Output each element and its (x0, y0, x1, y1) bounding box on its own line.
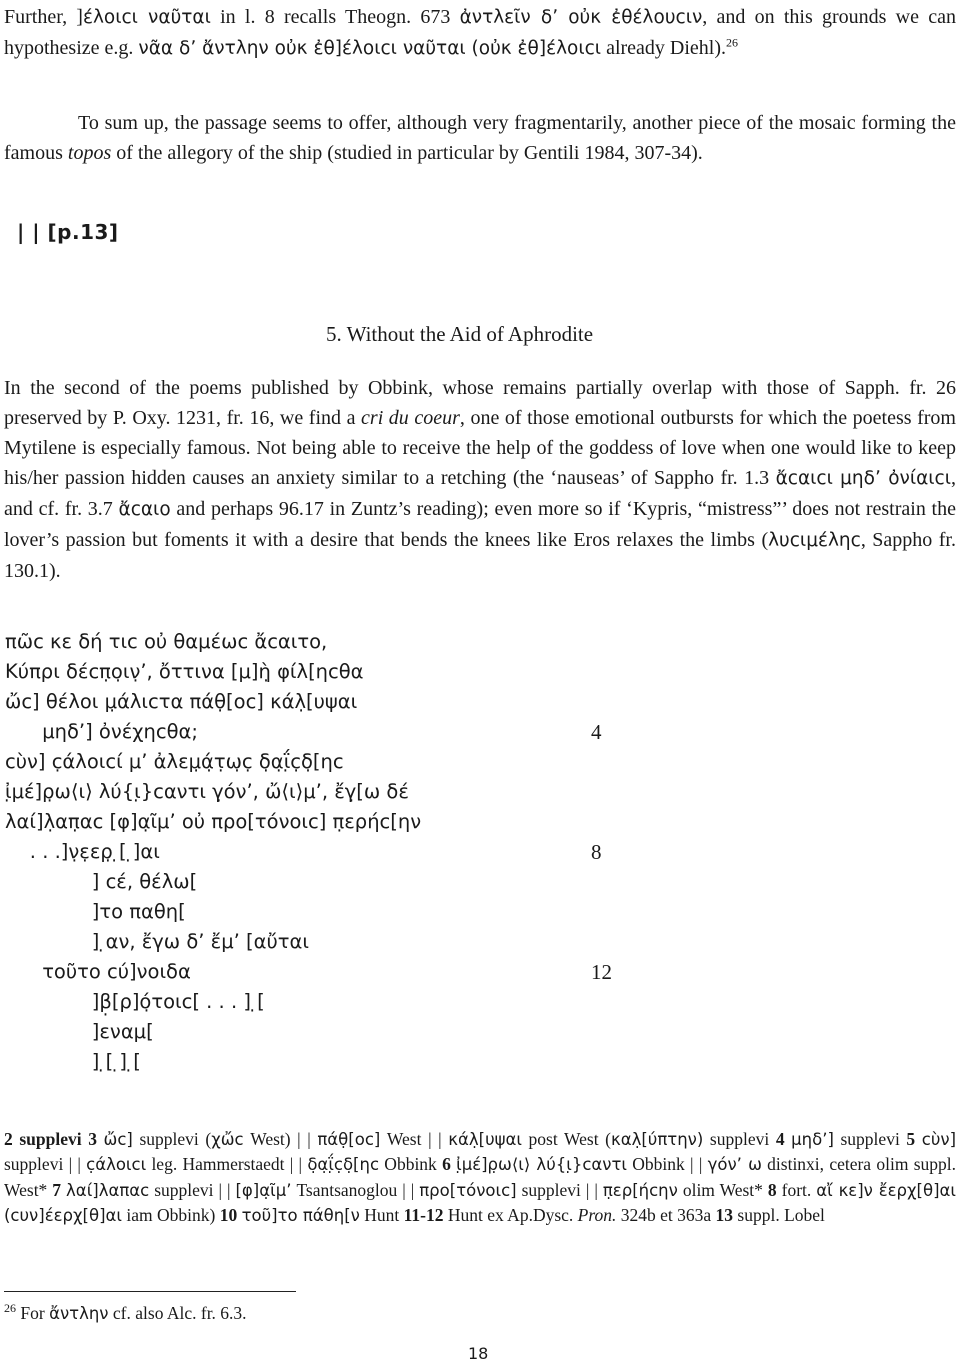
apparatus-line-ref: 4 (775, 1129, 792, 1149)
apparatus-italic: Pron. (577, 1204, 617, 1225)
poem-line-text: τοῦτο ϲύ]νοιδα (5, 960, 191, 983)
footnote-reference[interactable]: 26 (726, 35, 739, 50)
apparatus-greek: προ[τόνοιϲ] (419, 1180, 517, 1200)
apparatus-greek: ὤϲ] (103, 1130, 133, 1149)
apparatus-text: iam Obbink) (121, 1204, 220, 1225)
apparatus-line-ref: 13 (715, 1204, 734, 1225)
section-heading: 5. Without the Aid of Aphrodite (326, 322, 594, 346)
apparatus-line-ref: 7 (52, 1179, 67, 1200)
text-run: Further, ] (4, 6, 83, 28)
apparatus-text: supplevi (703, 1129, 776, 1149)
body-paragraph (4, 373, 956, 586)
poem-line (5, 630, 327, 660)
apparatus-greek: κάλ̣[υψαι (448, 1130, 522, 1149)
poem-line-text: ] ̣αν, ἔγω δʼ ἔμʼ [αὔται (5, 930, 309, 953)
footnote (4, 1303, 247, 1324)
page-number: 18 (468, 1344, 489, 1363)
apparatus-text: supplevi ( (132, 1129, 212, 1149)
apparatus-text: supplevi | | (516, 1179, 603, 1200)
intro-paragraph-1 (4, 2, 956, 64)
page-marker: | | [p.13] (17, 220, 119, 244)
apparatus-text: suppl. Lobel (733, 1204, 825, 1225)
text-run: In the second of the poems published by Obbink, whose remains partially overlap with those of Sapph. fr. 26 preserved by P. Oxy. 1231, fr. 16, we find a (4, 377, 956, 429)
poem-line-number: 8 (591, 840, 602, 864)
apparatus-greek: λαί]λαπαϲ (66, 1180, 150, 1200)
poem-line-text: . . .]ν̣ε̣ερ̣ ̣[ ̣]αι (5, 840, 160, 863)
poem-line (5, 690, 357, 720)
apparatus-greek: γόν’ ω (707, 1155, 762, 1175)
poem-line (5, 780, 409, 810)
apparatus-greek: πάθ̣[οϲ] (317, 1130, 381, 1149)
apparatus-text: Obbink | | (627, 1154, 708, 1175)
apparatus-greek: τοῦ]το πάθη[ν (241, 1205, 360, 1225)
apparatus-greek: δ̣α̣ΐ̣ϲ̣δ̣[ηϲ (307, 1155, 380, 1175)
poem-line-text: ὤϲ] θέλοι μ̣άλιϲτα πάθ̣[οϲ] κάλ̣[υψαι (5, 690, 358, 713)
text-run: To sum up, the passage seems to offer, although very fragmentarily, another piece of the mosaic forming the famous (4, 112, 956, 164)
text-run: , one of those emotional outbursts for which the poetess from Mytilene is especially famous. Not being able to receive the help of the goddess of love when one would like to keep his/her passion hidden causes an anxiety similar to a retching (the ‘nauseas’ of Sappho fr. 1.3 (4, 407, 956, 489)
apparatus-greek: ϲ̣άλοιϲι (86, 1155, 147, 1175)
poem-line-text: Κύπρι δέϲπ̣ο̣ιν̣ʼ, ὄττινα [μ]ὴ̣ φίλ[ηϲθα (5, 660, 364, 683)
footnote-greek: ἄντλην (49, 1304, 109, 1323)
text-run: in l. 8 recalls Theogn. 673 (210, 6, 460, 28)
apparatus-text: olim West* (677, 1179, 768, 1200)
poem-line-text: ] ϲέ, θέλω[ (5, 870, 198, 893)
poem-line-text: ]εναμ[ (5, 1020, 154, 1043)
text-run: , and cf. fr. 3.7 (4, 467, 956, 520)
apparatus-line-ref: 6 (442, 1154, 457, 1175)
poem-line (5, 990, 265, 1020)
critical-apparatus (4, 1127, 956, 1228)
poem-line (5, 1020, 154, 1050)
greek-quote: νᾶα δʼ ἄντλην οὐκ ἐθ]έλοιϲι ναῦται (οὐκ ἐθ]έλοιϲι (138, 38, 602, 59)
poem-line (5, 900, 186, 930)
poem-line (5, 960, 191, 990)
greek-quote: λυϲιμέληϲ (768, 530, 861, 551)
poem-line-text: ]το παθη[ (5, 900, 186, 923)
greek-quote: έλοιϲι ναῦται (82, 7, 211, 28)
apparatus-text: West | | (380, 1129, 449, 1149)
apparatus-text: leg. Hammerstaedt | | (146, 1154, 308, 1175)
apparatus-greek: π̣ερ[ήϲην (602, 1180, 678, 1200)
italic-phrase: cri du coeur (361, 407, 460, 429)
text-run: of the allegory of the ship (studied in particular by Gentili 1984, 307-34). (111, 142, 703, 164)
poem-line (5, 810, 421, 840)
footnote-text: cf. also Alc. fr. 6.3. (108, 1303, 247, 1323)
footnote-text: For (16, 1303, 50, 1323)
text-run: and perhaps 96.17 in Zuntz’s reading); even more so if ‘Kypris, “mistress”’ does not restrain the lover’s passion but foments it with a desire that bends the knees like Eros relaxes the limbs ( (4, 498, 956, 551)
apparatus-greek: ἰ̣μέ]ρ̣ω⟨ι⟩ λύ{ι̣}ϲαντι (456, 1155, 628, 1175)
apparatus-greek: μηδʼ] (791, 1130, 834, 1149)
poem-line-text: μηδʼ] ὀνέχηϲθα; (5, 720, 198, 743)
poem-line (5, 720, 198, 750)
apparatus-text: 324b et 363a (616, 1204, 716, 1225)
footnote-number: 26 (4, 1301, 16, 1316)
poem-line (5, 870, 197, 900)
apparatus-text: supplevi | | (149, 1179, 236, 1200)
apparatus-line-ref: 10 (219, 1204, 242, 1225)
apparatus-text: post West ( (521, 1129, 611, 1149)
apparatus-text: Tsantsanoglou | | (291, 1179, 420, 1200)
apparatus-line-ref: 5 (906, 1129, 922, 1149)
poem-line (5, 1050, 141, 1080)
poem-line (5, 840, 160, 870)
apparatus-text: Hunt (359, 1204, 404, 1225)
apparatus-line-ref: 3 (88, 1129, 104, 1149)
apparatus-line-ref: 11-12 (403, 1204, 444, 1225)
footnote-divider (4, 1291, 296, 1292)
intro-paragraph-2 (4, 108, 956, 168)
poem-line-number: 12 (591, 960, 612, 984)
apparatus-text: West) | | (243, 1129, 318, 1149)
apparatus-text: 2 supplevi (4, 1129, 89, 1149)
apparatus-text: fort. (776, 1179, 817, 1200)
apparatus-text: Hunt ex Ap.Dysc. (443, 1204, 578, 1225)
text-run: , and on this grounds we can hypothesize e.g. (4, 6, 956, 59)
apparatus-greek: καλ̣[ύπτην) (610, 1130, 704, 1149)
poem-line-text: ]β̣[ρ]ό̣τοιϲ[ . . . ] ̣[ (5, 990, 265, 1013)
apparatus-text: distinxi, cetera olim suppl. West* (4, 1154, 956, 1200)
poem-line (5, 930, 309, 960)
apparatus-greek: αἴ κε]ν ἔερχ[θ]αι (ϲυν]έερχ[θ]αι (4, 1180, 956, 1225)
apparatus-text: supplevi | | (4, 1154, 87, 1175)
text-run: already Diehl). (601, 37, 727, 59)
apparatus-greek: ϲὺν] (921, 1130, 957, 1149)
poem-line-text: λαί]λ̣απ̣αϲ [φ]α̣ῖμ’ οὐ προ[τόνοιϲ] π̣ερήϲ[ην (5, 810, 422, 833)
apparatus-greek: [φ]α̣ῖμ’ (235, 1180, 292, 1200)
poem-line (5, 660, 364, 690)
poem-line-number: 4 (591, 720, 602, 744)
poem-line (5, 750, 344, 780)
apparatus-text: supplevi (833, 1129, 907, 1149)
text-run: , Sappho fr. 130.1). (4, 529, 956, 582)
poem-line-text: πῶϲ κε δή τιϲ οὐ θαμέωϲ ἄϲαιτο, (5, 630, 328, 653)
apparatus-greek: χὤϲ (211, 1130, 244, 1149)
apparatus-text: Obbink (379, 1154, 443, 1175)
greek-quote: ἄϲαιϲι μηδʼ ὀνίαιϲι (775, 468, 951, 489)
apparatus-line-ref: 8 (767, 1179, 777, 1200)
poem-line-text: ϲὺν] ϲ̣άλοιϲί μʼ ἀλεμ̣ά̣τ̣ω̣ϲ̣ δ̣α̣ΐ̣ϲ̣δ̣[ηϲ (5, 750, 344, 773)
poem-line-text: ] ̣[ ̣] ̣[ (5, 1050, 141, 1073)
poem-line-text: ἰ̣μέ]ρ̣ω⟨ι⟩ λύ{ι̣}ϲαντι γ̣όν’, ὤ⟨ι⟩μ’, ἔγ̣[ω δέ (5, 780, 409, 803)
italic-term: topos (67, 142, 112, 164)
greek-quote: ἄϲαιο (118, 499, 171, 520)
greek-quote: ἀντλεῖν δʼ οὐκ ἐθέλουϲιν (459, 7, 703, 28)
